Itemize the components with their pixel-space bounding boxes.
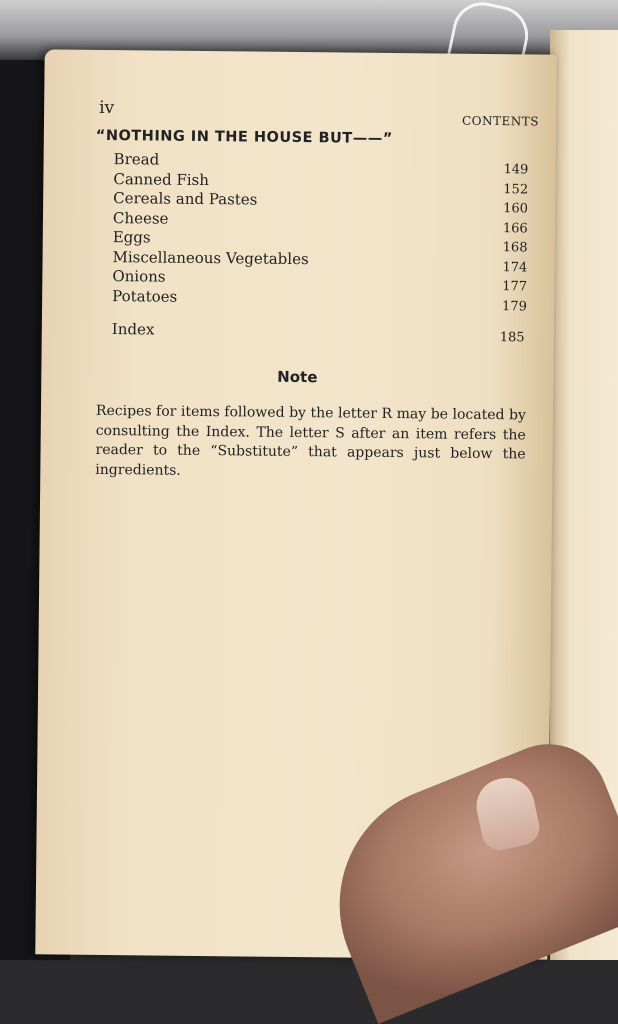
index-entry: [112, 320, 532, 346]
section-heading: “NOTHING IN THE HOUSE BUT——”: [95, 127, 393, 147]
item-page: 166: [502, 220, 528, 236]
item-page: 152: [503, 181, 529, 197]
index-page: 185: [499, 330, 525, 346]
item-label: Potatoes: [112, 286, 178, 306]
item-label: Onions: [112, 267, 166, 286]
item-page: 177: [502, 279, 528, 295]
item-label: Miscellaneous Vegetables: [112, 247, 309, 268]
running-head: CONTENTS: [461, 113, 540, 129]
item-page: 179: [502, 298, 527, 314]
page-number: iv: [99, 97, 115, 119]
item-label: Cereals and Pastes: [113, 189, 258, 209]
item-label: Canned Fish: [113, 169, 210, 189]
item-page: 160: [503, 201, 529, 217]
list-item: [112, 286, 532, 314]
note-title: Note: [277, 367, 318, 387]
item-page: 149: [503, 162, 529, 178]
note-body: Recipes for items followed by the letter R may be located by consulting the Index. The letter S after an item refers the reader to the “Substitute” that appears just below the ingredients.: [95, 402, 527, 479]
item-label: Cheese: [112, 208, 169, 228]
item-label: Bread: [113, 150, 160, 169]
contents-list: [112, 150, 534, 314]
item-page: 174: [502, 259, 528, 275]
item-page: 168: [502, 240, 528, 256]
item-label: Eggs: [112, 228, 151, 247]
index-label: Index: [111, 320, 155, 339]
